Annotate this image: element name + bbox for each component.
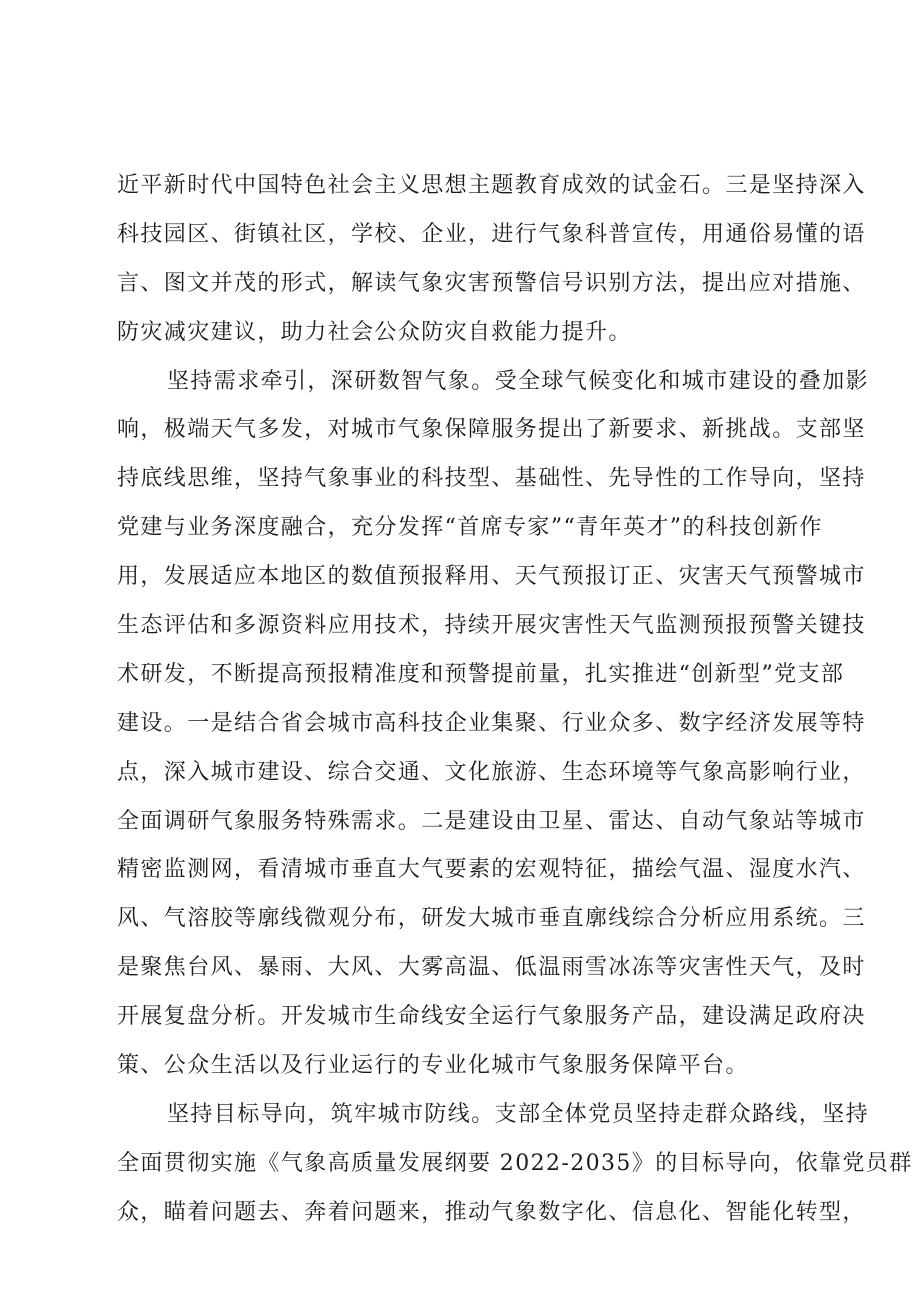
text-line-content: 全面贯彻实施《气象高质量发展纲要 2022-2035》的目标导向，依靠党员群 [117,1150,913,1176]
text-line [117,846,866,895]
text-line [117,602,866,651]
text-line [117,1042,817,1091]
text-line-content: 策、公众生活以及行业运行的专业化城市气象服务保障平台。 [117,1053,749,1079]
text-line-content: 近平新时代中国特色社会主义思想主题教育成效的试金石。三是坚持深入 [117,173,866,198]
text-line-content: 是聚焦台风、暴雨、大风、大雾高温、低温雨雪冰冻等灾害性天气，及时 [117,955,866,981]
text-line-content: 言、图文并茂的形式，解读气象灾害预警信号识别方法，提出应对措施、 [117,270,866,296]
text-line-content: 众，瞄着问题去、奔着问题来，推动气象数字化、信息化、智能化转型， [117,1199,866,1225]
text-line [117,455,866,504]
text-line-content: 持底线思维，坚持气象事业的科技型、基础性、先导性的工作导向，坚持 [117,466,866,492]
text-line-content: 科技园区、街镇社区，学校、企业，进行气象科普宣传，用通俗易懂的语 [117,221,866,247]
text-line [117,700,866,749]
text-line [117,162,866,211]
text-line [117,651,845,700]
body-text [117,162,913,1238]
text-line-content: 精密监测网，看清城市垂直大气要素的宏观特征，描绘气温、湿度水汽、 [117,857,866,883]
text-line [117,406,866,455]
text-line [117,211,866,260]
text-line [117,993,866,1042]
paragraph-first-line [117,1091,870,1140]
text-line [117,798,866,847]
text-line [117,944,866,993]
text-line-content: 全面调研气象服务特殊需求。二是建设由卫星、雷达、自动气象站等城市 [117,808,866,834]
text-line [117,309,817,358]
text-line-content: 生态评估和多源资料应用技术，持续开展灾害性天气监测预报预警关键技 [117,613,866,639]
text-line-content: 坚持目标导向，筑牢城市防线。支部全体党员坚持走群众路线，坚持 [167,1101,870,1127]
text-line [117,260,866,309]
text-line-content: 开展复盘分析。开发城市生命线安全运行气象服务产品，建设满足政府决 [117,1004,866,1030]
text-line-content: 用，发展适应本地区的数值预报释用、天气预报订正、灾害天气预警城市 [117,564,866,590]
text-line [117,1140,913,1189]
text-line [117,749,866,798]
text-line-content: 术研发，不断提高预报精准度和预警提前量，扎实推进“创新型”党支部 [117,661,845,687]
text-line-content: 点，深入城市建设、综合交通、文化旅游、生态环境等气象高影响行业， [117,759,866,785]
text-line-content: 建设。一是结合省会城市高科技企业集聚、行业众多、数字经济发展等特 [117,710,866,736]
text-line [117,1189,866,1238]
text-line-content: 坚持需求牵引，深研数智气象。受全球气候变化和城市建设的叠加影 [167,368,870,394]
text-line-content: 防灾减灾建议，助力社会公众防灾自救能力提升。 [117,319,632,345]
text-line-content: 党建与业务深度融合，充分发挥“首席专家”“青年英才”的科技创新作 [117,515,823,541]
text-line [117,895,866,944]
text-line [117,504,823,553]
paragraph-first-line [117,358,870,407]
text-line-content: 响，极端天气多发，对城市气象保障服务提出了新要求、新挑战。支部坚 [117,417,866,443]
text-line-content: 风、气溶胶等廓线微观分布，研发大城市垂直廓线综合分析应用系统。三 [117,906,866,932]
text-line [117,553,866,602]
